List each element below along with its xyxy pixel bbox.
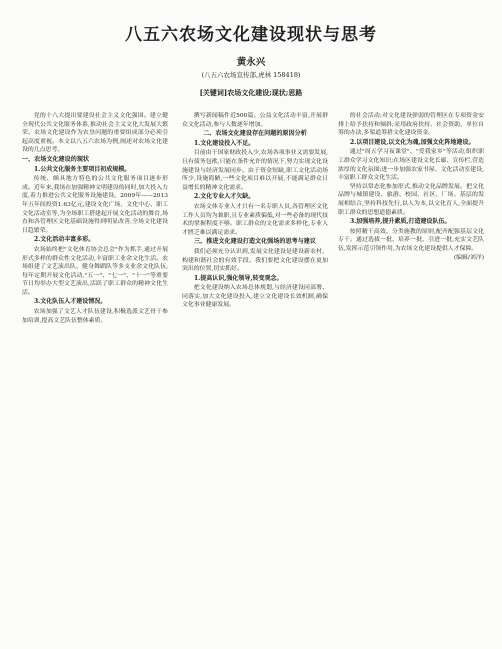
paragraph: 农场文体专业人才只有一名专职人员,各管理区文化工作人员均为兼职,且专业素质偏低,对一些必备的现代技术的掌握程度不够。职工群众的文化需求多样化,专业人才匮乏难以满足需求。 [182, 203, 328, 236]
column-3 [338, 112, 484, 642]
paragraph: 把文化建设纳入农场总体规划,与经济建设同部署、同落实,加大文化建设投入,建立文化建设长效机制,确保文化事业健康发展。 [182, 285, 328, 309]
section-heading: 一、农场文化建设的现状 [22, 155, 90, 163]
subsection-heading: 2.文化活动丰富多彩。 [34, 236, 95, 244]
paragraph: 农场加强了文艺人才队伍建设,积极选派文艺骨干参加培训,提高文艺队伍整体素质。 [22, 309, 168, 324]
author-affiliation: (八五六农场宣传部,虎林 158418) [201, 71, 301, 79]
subsection-heading: 1.文化建设投入不足。 [194, 139, 255, 147]
paragraph: 目前由于国家财政投入少,农场各项事业又需要发展,且有债务包袱,只能在条件允许的情况下,努力实现文化设施建设与经济发展同步。由于资金短缺,职工文化活动场所少,设施简陋,一些文化项目难以开展,不能满足群众日益增长的精神文化需求。 [182, 150, 328, 191]
paragraph: 党的十八大提出要建设社会主义文化强国。建立健全现代公共文化服务体系,推动社会主义文化大发展大繁荣。农场文化建设作为农垦问题的重要组成部分必须引起高度重视。本文以八五六农场为例,阐述对农场文化建设的几点思考。 [22, 113, 168, 154]
keywords: [关键词]农场文化建设;现状;思路 [199, 88, 303, 97]
paragraph: 的社会活动;对文化建设弹弱的管理区在专项资金安排上给予扶持和倾斜;采用政府扶持、社会资助、单位自筹的办法,多渠道筹措文化建设资金。 [338, 113, 484, 137]
section-heading: 三、推进文化建设打造文化强场的思考与建议 [194, 238, 316, 246]
column-1 [22, 112, 168, 642]
subsection-heading: 1.提高认识,强化领导,转变观念。 [194, 274, 283, 282]
column-2 [182, 112, 328, 642]
subsection-heading: 2.以项目建设,以文化为魂,加强文化阵地建设。 [350, 138, 475, 146]
paragraph: 通过"周五学习夜课堂"、"爱我家乡"等活动,组织职工群众学习文化知识;在场区建设文化长廊、宣传栏,营造浓厚的文化氛围;进一步加强农家书屋、文化活动室建设,丰富职工群众文化生活。 [338, 149, 484, 182]
author-name: 黄永兴 [236, 57, 266, 68]
section-heading: 二、农场文化建设存在问题的原因分析 [203, 130, 307, 138]
subsection-heading: 3.文化队伍人才建设情况。 [34, 298, 107, 306]
subsection-heading: 1.公共文化服务主要项目初成规模。 [34, 165, 131, 173]
article-title: 八五六农场文化建设现状与思考 [125, 25, 377, 45]
subsection-heading: 3.加强培养,提升素质,打造建设队伍。 [350, 218, 451, 226]
paragraph: 我们必须充分认识到,发展文化建设是建设新农村、构建和谐社会的有效手段。我们要把文化建设摆在更加突出的位置,切实抓好。 [182, 248, 328, 273]
paragraph: 撰写新闻稿件近500篇。公益文化活动丰富,开展群众文化活动,参与人数逐年增加。 [182, 113, 328, 128]
paragraph: 传统、颇具地方特色的公共文化服务项目逐步形成。近年来,我场在加强精神文明建设的同时,加大投入力度,着力推进公共文化服务设施建设。2009年——2013年五年间投资1.63亿元,建设文化广场、文化中心、职工文化活动室等,为全场职工搭建起开展文化活动的舞台,场直和各管理区文化基础设施得到明显改善,全场文化建设日趋繁荣。 [22, 176, 168, 234]
editor-note: (编辑/刘洋) [453, 254, 484, 261]
paragraph: 农场始终把"文化体育协会总会"作为抓手,通过开展形式多样的群众性文化活动,丰富职工业余文化生活。农场组建了文艺演出队、健身舞蹈队等多支业余文化队伍,每年定期开展文化活动,"五一"、"七一"、"十一"等重要节日均举办大型文艺演出,活跃了职工群众的精神文化生活。 [22, 246, 168, 296]
paragraph: 坚持以常态化参加形式,推动文化品牌发展。把文化品牌与城镇建设、旅游、校园、社区、厂场、基层的发展相结合,坚持科技先行,以人为本,以文化育人,全面提升职工群众的思想道德素质。 [338, 183, 484, 216]
subsection-heading: 2.文化专业人才欠缺。 [194, 193, 255, 201]
paragraph: 按照精干高效、分类施教的原则,配齐配强基层文化专干。通过选拔一批、培养一批、引进一批,充实文艺队伍,发挥示范引领作用,为农场文化建设提供人才保障。 [338, 228, 484, 252]
